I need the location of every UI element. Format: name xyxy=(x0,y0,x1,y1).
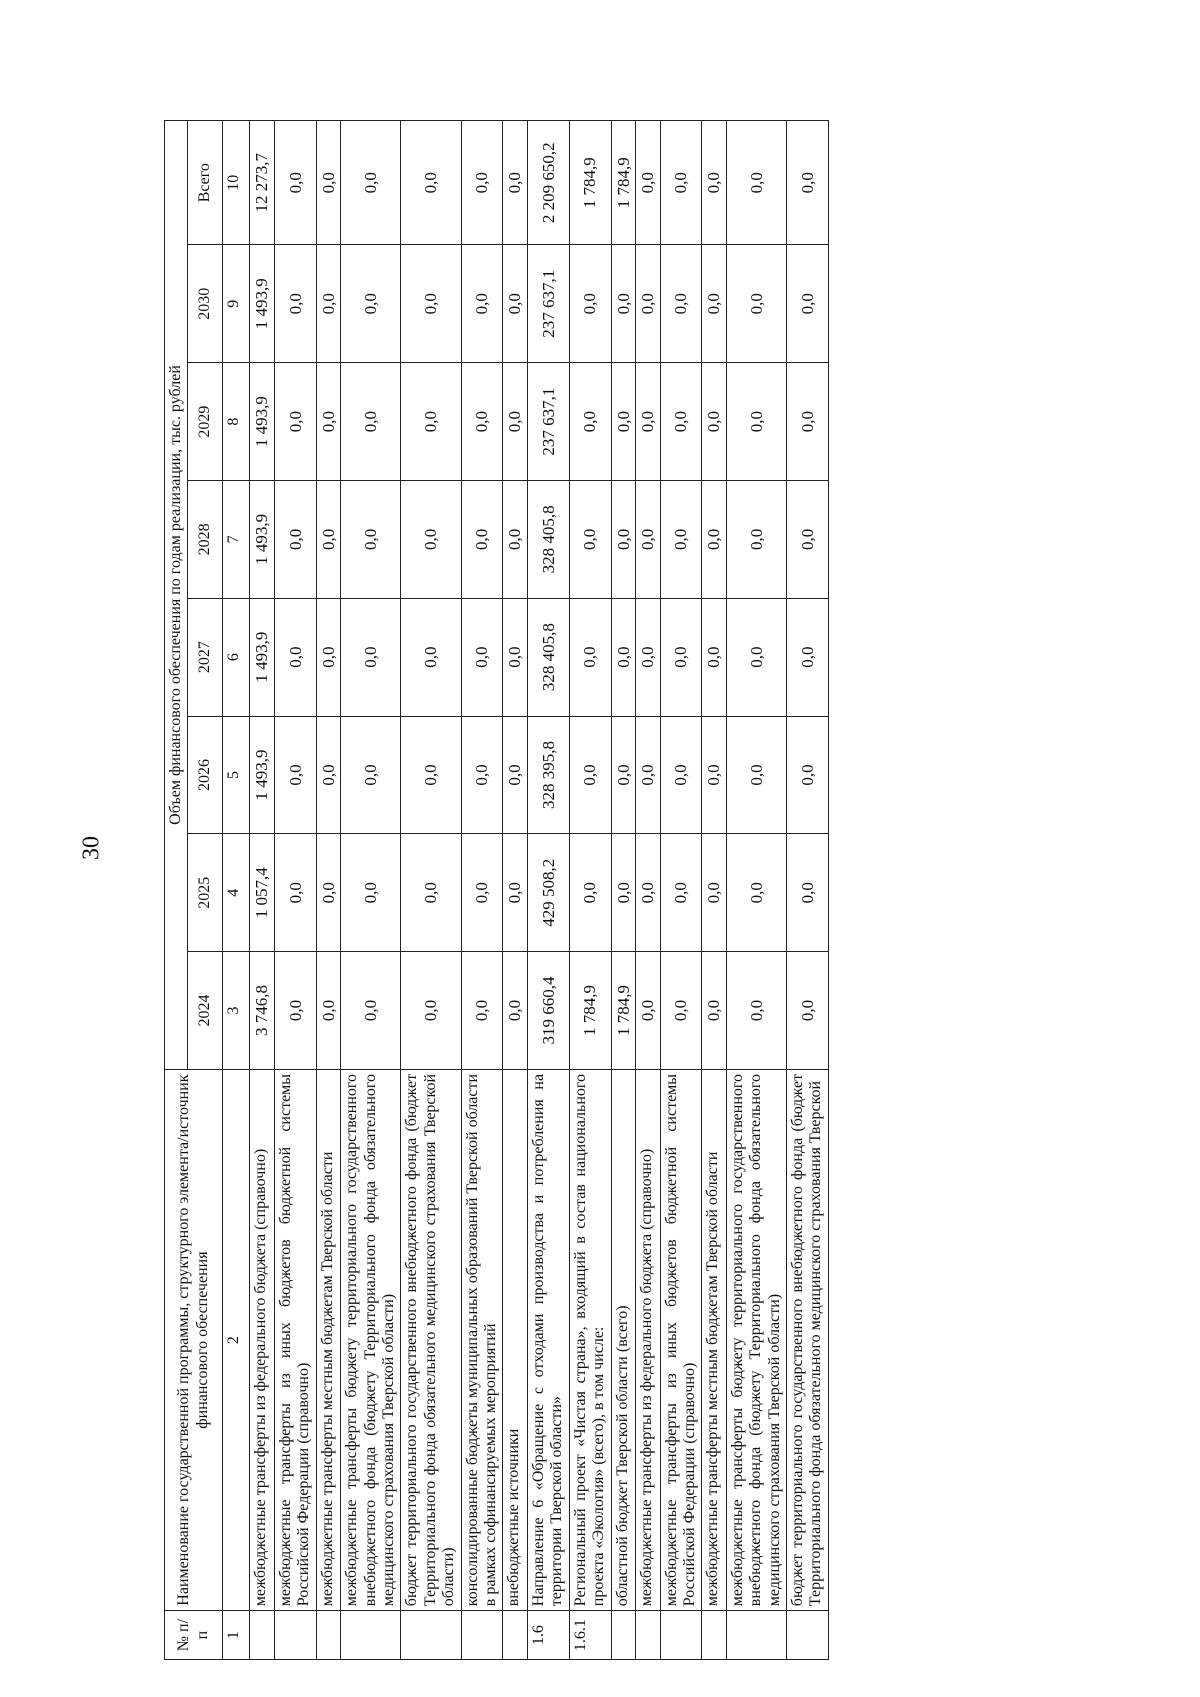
row-year-value: 0,0 xyxy=(787,834,829,952)
row-code xyxy=(702,1611,727,1660)
row-year-value: 0,0 xyxy=(401,716,461,834)
row-year-value: 0,0 xyxy=(787,480,829,598)
row-name: межбюджетные трансферты из иных бюджетов бюджетной системы Российской Федерации (справочно) xyxy=(274,1069,316,1610)
column-index: 6 xyxy=(223,598,250,716)
row-year-value: 0,0 xyxy=(636,716,661,834)
table-row xyxy=(401,121,461,1660)
row-name: межбюджетные трансферты из федерального бюджета (справочно) xyxy=(250,1069,275,1610)
row-year-value: 0,0 xyxy=(341,245,401,363)
table-row xyxy=(316,121,341,1660)
row-year-value: 0,0 xyxy=(341,480,401,598)
row-year-value: 0,0 xyxy=(787,952,829,1070)
row-year-value: 328 405,8 xyxy=(527,480,569,598)
row-year-value: 1 784,9 xyxy=(569,952,611,1070)
row-code: 1.6 xyxy=(527,1611,569,1660)
row-year-value: 0,0 xyxy=(611,245,636,363)
row-total-value: 0,0 xyxy=(503,121,528,245)
row-name: межбюджетные трансферты из иных бюджетов бюджетной системы Российской Федерации (справочно) xyxy=(660,1069,702,1610)
row-year-value: 429 508,2 xyxy=(527,834,569,952)
row-year-value: 0,0 xyxy=(274,245,316,363)
row-year-value: 0,0 xyxy=(569,363,611,481)
row-year-value: 0,0 xyxy=(401,952,461,1070)
row-name: Направление 6 «Обращение с отходами производства и потребления на территории Тверской области» xyxy=(527,1069,569,1610)
column-index: 7 xyxy=(223,480,250,598)
row-year-value: 328 405,8 xyxy=(527,598,569,716)
row-name: межбюджетные трансферты местным бюджетам Тверской области xyxy=(316,1069,341,1610)
table-body xyxy=(250,121,828,1660)
row-year-value: 0,0 xyxy=(401,834,461,952)
table-row xyxy=(461,121,503,1660)
financing-table xyxy=(164,120,829,1660)
row-year-value: 0,0 xyxy=(401,480,461,598)
row-year-value: 0,0 xyxy=(569,480,611,598)
column-index: 9 xyxy=(223,245,250,363)
row-year-value: 0,0 xyxy=(316,363,341,481)
table-row xyxy=(611,121,636,1660)
row-total-value: 0,0 xyxy=(636,121,661,245)
row-year-value: 0,0 xyxy=(341,716,401,834)
row-year-value: 0,0 xyxy=(569,245,611,363)
header-year: 2025 xyxy=(188,834,223,952)
row-total-value: 1 784,9 xyxy=(569,121,611,245)
row-name: внебюджетные источники xyxy=(503,1069,528,1610)
row-year-value: 0,0 xyxy=(636,245,661,363)
row-year-value: 328 395,8 xyxy=(527,716,569,834)
header-row xyxy=(165,121,188,1660)
header-year: 2028 xyxy=(188,480,223,598)
row-year-value: 319 660,4 xyxy=(527,952,569,1070)
row-year-value: 0,0 xyxy=(316,598,341,716)
page-number: 30 xyxy=(78,836,105,860)
row-total-value: 0,0 xyxy=(401,121,461,245)
row-year-value: 1 493,9 xyxy=(250,245,275,363)
row-code xyxy=(316,1611,341,1660)
row-year-value: 0,0 xyxy=(401,598,461,716)
row-code xyxy=(787,1611,829,1660)
column-index: 3 xyxy=(223,952,250,1070)
row-code xyxy=(660,1611,702,1660)
header-num: № п/п xyxy=(165,1611,223,1660)
row-year-value: 0,0 xyxy=(341,363,401,481)
table-row xyxy=(787,121,829,1660)
row-year-value: 1 493,9 xyxy=(250,363,275,481)
row-year-value: 0,0 xyxy=(702,716,727,834)
row-year-value: 0,0 xyxy=(503,834,528,952)
row-year-value: 0,0 xyxy=(341,834,401,952)
row-year-value: 0,0 xyxy=(611,363,636,481)
row-code xyxy=(461,1611,503,1660)
row-name: консолидированные бюджеты муниципальных образований Тверской области в рамках софинансируемых мероприятий xyxy=(461,1069,503,1610)
row-year-value: 1 493,9 xyxy=(250,480,275,598)
row-name: межбюджетные трансферты бюджету территориального государственного внебюджетного фонда (бюджету Территориального фонда обязательного медицинского страхования Тверской области) xyxy=(341,1069,401,1610)
row-year-value: 0,0 xyxy=(787,363,829,481)
row-year-value: 0,0 xyxy=(503,480,528,598)
row-year-value: 0,0 xyxy=(461,834,503,952)
row-total-value: 0,0 xyxy=(702,121,727,245)
row-code xyxy=(636,1611,661,1660)
header-year: 2026 xyxy=(188,716,223,834)
row-year-value: 0,0 xyxy=(660,363,702,481)
row-year-value: 0,0 xyxy=(660,834,702,952)
row-year-value: 0,0 xyxy=(461,598,503,716)
row-year-value: 0,0 xyxy=(461,952,503,1070)
row-year-value: 0,0 xyxy=(636,598,661,716)
row-year-value: 0,0 xyxy=(274,480,316,598)
column-index: 2 xyxy=(223,1069,250,1610)
row-year-value: 0,0 xyxy=(611,716,636,834)
row-year-value: 0,0 xyxy=(726,363,786,481)
row-year-value: 0,0 xyxy=(401,245,461,363)
row-name: Региональный проект «Чистая страна», входящий в состав национального проекта «Экология» (всего), в том числе: xyxy=(569,1069,611,1610)
row-year-value: 0,0 xyxy=(726,952,786,1070)
row-year-value: 0,0 xyxy=(274,598,316,716)
row-year-value: 237 637,1 xyxy=(527,245,569,363)
row-year-value: 1 493,9 xyxy=(250,598,275,716)
row-year-value: 0,0 xyxy=(503,245,528,363)
row-year-value: 0,0 xyxy=(636,480,661,598)
row-year-value: 0,0 xyxy=(401,363,461,481)
row-year-value: 1 493,9 xyxy=(250,716,275,834)
row-year-value: 0,0 xyxy=(702,363,727,481)
row-year-value: 0,0 xyxy=(274,716,316,834)
row-year-value: 0,0 xyxy=(503,598,528,716)
row-year-value: 0,0 xyxy=(611,834,636,952)
row-year-value: 0,0 xyxy=(503,952,528,1070)
row-total-value: 0,0 xyxy=(274,121,316,245)
row-year-value: 0,0 xyxy=(787,716,829,834)
row-year-value: 0,0 xyxy=(611,480,636,598)
column-index: 10 xyxy=(223,121,250,245)
column-index: 1 xyxy=(223,1611,250,1660)
row-year-value: 3 746,8 xyxy=(250,952,275,1070)
table-row xyxy=(250,121,275,1660)
header-year: 2024 xyxy=(188,952,223,1070)
row-year-value: 0,0 xyxy=(461,716,503,834)
row-total-value: 12 273,7 xyxy=(250,121,275,245)
row-year-value: 0,0 xyxy=(274,834,316,952)
table-row xyxy=(636,121,661,1660)
row-name: областной бюджет Тверской области (всего) xyxy=(611,1069,636,1610)
row-year-value: 0,0 xyxy=(316,834,341,952)
row-year-value: 0,0 xyxy=(274,363,316,481)
row-year-value: 0,0 xyxy=(787,245,829,363)
row-year-value: 0,0 xyxy=(702,834,727,952)
header-year: 2030 xyxy=(188,245,223,363)
row-year-value: 0,0 xyxy=(726,598,786,716)
row-year-value: 0,0 xyxy=(660,952,702,1070)
row-year-value: 0,0 xyxy=(726,480,786,598)
row-year-value: 0,0 xyxy=(316,952,341,1070)
header-year: 2027 xyxy=(188,598,223,716)
row-year-value: 237 637,1 xyxy=(527,363,569,481)
row-name: межбюджетные трансферты из федерального бюджета (справочно) xyxy=(636,1069,661,1610)
row-year-value: 0,0 xyxy=(461,245,503,363)
row-total-value: 2 209 650,2 xyxy=(527,121,569,245)
row-year-value: 0,0 xyxy=(726,834,786,952)
row-year-value: 0,0 xyxy=(702,598,727,716)
row-year-value: 1 057,4 xyxy=(250,834,275,952)
row-year-value: 0,0 xyxy=(316,245,341,363)
row-year-value: 0,0 xyxy=(660,245,702,363)
column-index-row xyxy=(223,121,250,1660)
table-row xyxy=(503,121,528,1660)
row-year-value: 0,0 xyxy=(341,952,401,1070)
row-total-value: 0,0 xyxy=(461,121,503,245)
row-year-value: 0,0 xyxy=(726,716,786,834)
row-year-value: 0,0 xyxy=(569,834,611,952)
row-year-value: 0,0 xyxy=(316,480,341,598)
row-code xyxy=(726,1611,786,1660)
row-year-value: 0,0 xyxy=(341,598,401,716)
column-index: 8 xyxy=(223,363,250,481)
table-row xyxy=(527,121,569,1660)
row-year-value: 0,0 xyxy=(316,716,341,834)
row-name: бюджет территориального государственного внебюджетного фонда (бюджет Территориального фонда обязательного медицинского страхования Тверской xyxy=(787,1069,829,1610)
table-row xyxy=(569,121,611,1660)
row-total-value: 0,0 xyxy=(341,121,401,245)
row-year-value: 0,0 xyxy=(636,363,661,481)
row-code xyxy=(341,1611,401,1660)
row-year-value: 0,0 xyxy=(702,480,727,598)
row-year-value: 0,0 xyxy=(660,480,702,598)
row-year-value: 0,0 xyxy=(461,480,503,598)
header-volume: Объем финансового обеспечения по годам реализации, тыс. рублей xyxy=(165,121,188,1070)
row-year-value: 0,0 xyxy=(503,716,528,834)
row-year-value: 0,0 xyxy=(569,598,611,716)
column-index: 4 xyxy=(223,834,250,952)
row-code: 1.6.1 xyxy=(569,1611,611,1660)
row-code xyxy=(274,1611,316,1660)
row-code xyxy=(250,1611,275,1660)
table-row xyxy=(341,121,401,1660)
row-name: бюджет территориального государственного внебюджетного фонда (бюджет Территориального фонда обязательного медицинского страхования Тверской области) xyxy=(401,1069,461,1610)
row-year-value: 0,0 xyxy=(660,598,702,716)
header-year: 2029 xyxy=(188,363,223,481)
table-row xyxy=(274,121,316,1660)
header-name: Наименование государственной программы, структурного элемента/источник финансового обеспечения xyxy=(165,1069,223,1610)
row-total-value: 0,0 xyxy=(726,121,786,245)
row-code xyxy=(401,1611,461,1660)
row-total-value: 0,0 xyxy=(660,121,702,245)
row-total-value: 0,0 xyxy=(787,121,829,245)
row-year-value: 0,0 xyxy=(660,716,702,834)
row-year-value: 0,0 xyxy=(702,245,727,363)
row-year-value: 0,0 xyxy=(461,363,503,481)
row-name: межбюджетные трансферты местным бюджетам Тверской области xyxy=(702,1069,727,1610)
rotated-page-content xyxy=(164,120,1200,1660)
row-code xyxy=(503,1611,528,1660)
row-year-value: 0,0 xyxy=(569,716,611,834)
table-row xyxy=(726,121,786,1660)
table-row xyxy=(660,121,702,1660)
row-total-value: 0,0 xyxy=(316,121,341,245)
row-year-value: 0,0 xyxy=(503,363,528,481)
table-row xyxy=(702,121,727,1660)
row-total-value: 1 784,9 xyxy=(611,121,636,245)
row-year-value: 0,0 xyxy=(702,952,727,1070)
header-total: Всего xyxy=(188,121,223,245)
column-index: 5 xyxy=(223,716,250,834)
row-name: межбюджетные трансферты бюджету территориального государственного внебюджетного фонда (бюджету Территориального фонда обязательного медицинского страхования Тверской области) xyxy=(726,1069,786,1610)
row-year-value: 0,0 xyxy=(611,598,636,716)
row-year-value: 0,0 xyxy=(636,834,661,952)
row-code xyxy=(611,1611,636,1660)
row-year-value: 0,0 xyxy=(787,598,829,716)
row-year-value: 1 784,9 xyxy=(611,952,636,1070)
row-year-value: 0,0 xyxy=(274,952,316,1070)
row-year-value: 0,0 xyxy=(636,952,661,1070)
row-year-value: 0,0 xyxy=(726,245,786,363)
